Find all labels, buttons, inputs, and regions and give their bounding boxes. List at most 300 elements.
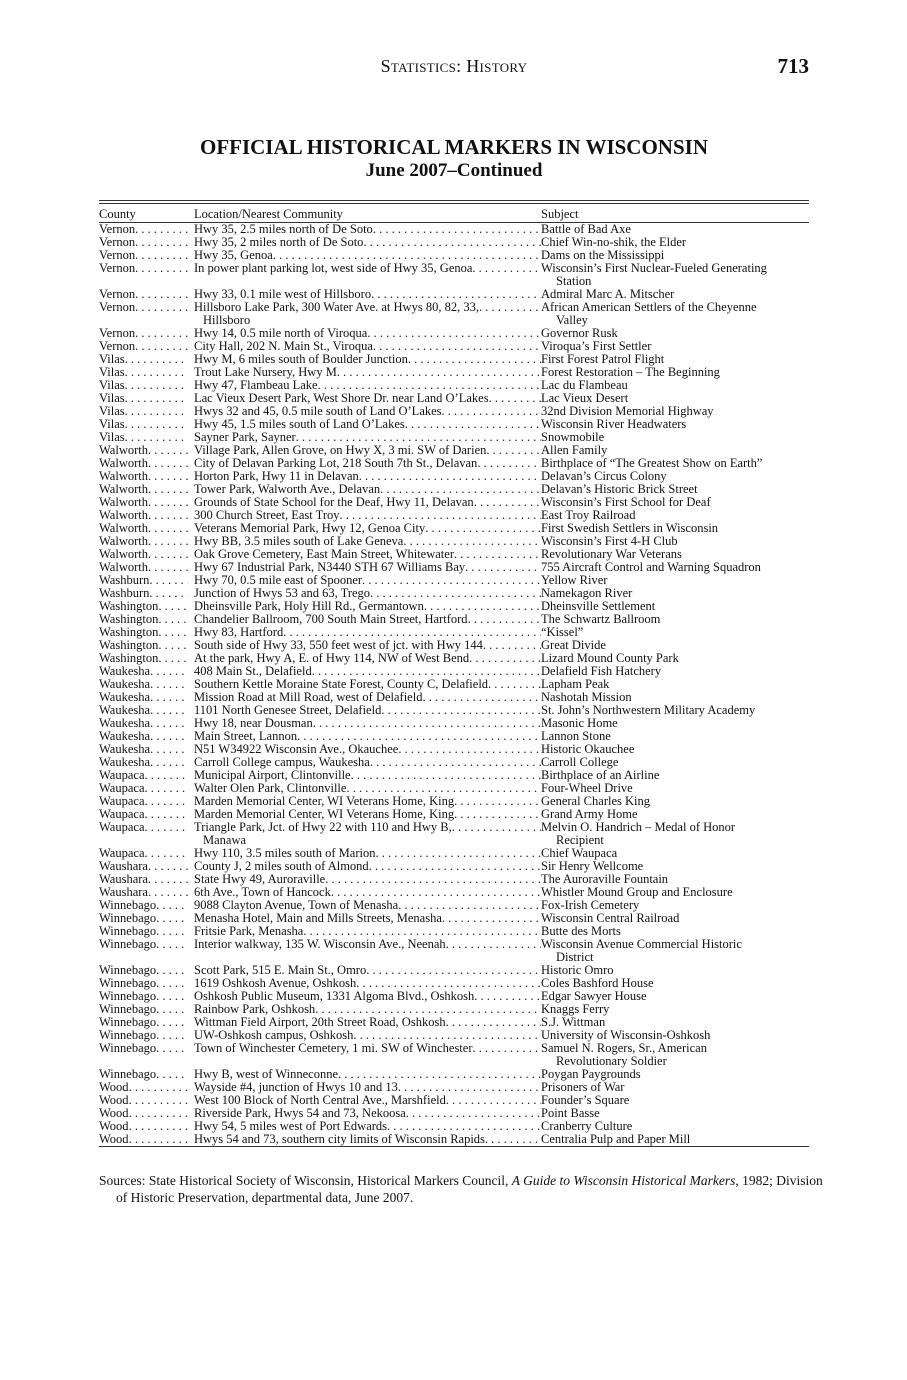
county-name: Winnebago: [99, 977, 157, 990]
location-cell: [194, 821, 541, 834]
location-text: Hillsboro Lake Park, 300 Water Ave. at Hwys 80, 82, 33,: [194, 301, 479, 314]
county-cell: [99, 756, 194, 769]
location-cell: [194, 1016, 541, 1029]
county-name: Walworth: [99, 535, 148, 548]
table-row: [99, 1068, 809, 1081]
subject-text: Poygan Paygrounds: [541, 1067, 641, 1081]
location-text: Municipal Airport, Clintonville: [194, 769, 351, 782]
location-cell: [194, 470, 541, 483]
table-row: [99, 1081, 809, 1094]
county-cell: [99, 730, 194, 743]
location-text: Scott Park, 515 E. Main St., Omro: [194, 964, 367, 977]
location-text: Horton Park, Hwy 11 in Delavan: [194, 470, 359, 483]
county-name: Vilas: [99, 379, 125, 392]
table-row: [99, 756, 809, 769]
location-cell: [194, 691, 541, 704]
county-cell: [99, 223, 194, 236]
table-row: [99, 912, 809, 925]
subject-text: Sir Henry Wellcome: [541, 859, 644, 873]
table-row: [99, 990, 809, 1003]
table-row: [99, 327, 809, 340]
location-cell: [194, 769, 541, 782]
county-cell: [99, 509, 194, 522]
county-cell: [99, 366, 194, 379]
column-header-subject: Subject: [541, 207, 579, 221]
county-cell: [99, 340, 194, 353]
county-cell: [99, 470, 194, 483]
table-row: [99, 795, 809, 808]
location-cell: [194, 600, 541, 613]
county-name: Winnebago: [99, 899, 157, 912]
location-text: Hwy 110, 3.5 miles south of Marion: [194, 847, 376, 860]
location-cell: [194, 834, 541, 847]
location-cell: [194, 860, 541, 873]
county-name: Waukesha: [99, 665, 151, 678]
table-row-continuation: [99, 951, 809, 964]
location-cell: [194, 925, 541, 938]
location-cell: [194, 756, 541, 769]
county-cell: [99, 379, 194, 392]
location-text: City of Delavan Parking Lot, 218 South 7th St., Delavan: [194, 457, 478, 470]
subject-text: Battle of Bad Axe: [541, 222, 631, 236]
county-name: Winnebago: [99, 1016, 157, 1029]
table-row: [99, 1107, 809, 1120]
county-cell: [99, 1120, 194, 1133]
subject-text: Coles Bashford House: [541, 976, 654, 990]
sources-note: [99, 1172, 828, 1206]
table-row: [99, 587, 809, 600]
subject-text: Wisconsin’s First 4-H Club: [541, 534, 678, 548]
county-cell: [99, 574, 194, 587]
location-text: Hwy 35, 2 miles north of De Soto: [194, 236, 364, 249]
location-text: Hwy B, west of Winneconne: [194, 1068, 339, 1081]
table-row: [99, 522, 809, 535]
county-name: Winnebago: [99, 925, 157, 938]
subject-text: Great Divide: [541, 638, 606, 652]
county-name: Waukesha: [99, 717, 151, 730]
subject-text: Masonic Home: [541, 716, 618, 730]
location-cell: [194, 1107, 541, 1120]
county-name: Wood: [99, 1133, 129, 1146]
location-text: Hillsboro: [203, 314, 251, 327]
table-row: [99, 977, 809, 990]
location-text: Tower Park, Walworth Ave., Delavan: [194, 483, 381, 496]
county-name: Vilas: [99, 353, 125, 366]
page-number: 713: [777, 54, 809, 78]
subject-text: Dheinsville Settlement: [541, 599, 656, 613]
subject-text: The Schwartz Ballroom: [541, 612, 661, 626]
county-name: Washington: [99, 639, 159, 652]
location-cell: [194, 847, 541, 860]
subject-text: Centralia Pulp and Paper Mill: [541, 1132, 691, 1146]
table-row-continuation: [99, 834, 809, 847]
county-name: Waukesha: [99, 678, 151, 691]
county-name: Vernon: [99, 340, 136, 353]
subject-text: S.J. Wittman: [541, 1015, 606, 1029]
column-header-county: County: [99, 207, 136, 221]
county-name: Wood: [99, 1120, 129, 1133]
location-text: Chandelier Ballroom, 700 South Main Street, Hartford: [194, 613, 468, 626]
county-cell: [99, 899, 194, 912]
county-name: Vernon: [99, 288, 136, 301]
location-text: Marden Memorial Center, WI Veterans Home, King: [194, 795, 455, 808]
table-row: [99, 1094, 809, 1107]
table-row: [99, 639, 809, 652]
county-cell: [99, 314, 194, 327]
county-name: Winnebago: [99, 1029, 157, 1042]
county-cell: [99, 444, 194, 457]
location-text: 300 Church Street, East Troy: [194, 509, 340, 522]
location-cell: [194, 1120, 541, 1133]
location-text: West 100 Block of North Central Ave., Marshfield: [194, 1094, 446, 1107]
location-cell: [194, 392, 541, 405]
table-row: [99, 626, 809, 639]
table-row: [99, 301, 809, 314]
county-name: Washington: [99, 613, 159, 626]
subject-text: Founder’s Square: [541, 1093, 630, 1107]
table-row: [99, 366, 809, 379]
location-cell: [194, 743, 541, 756]
location-cell: [194, 522, 541, 535]
table-title: OFFICIAL HISTORICAL MARKERS IN WISCONSIN: [199, 135, 708, 159]
subject-text: Wisconsin Avenue Commercial Historic: [541, 937, 742, 951]
county-cell: [99, 262, 194, 275]
location-text: Hwy 45, 1.5 miles south of Land O’Lakes: [194, 418, 405, 431]
county-cell: [99, 327, 194, 340]
subject-text: Lac du Flambeau: [541, 378, 628, 392]
table-row: [99, 704, 809, 717]
location-cell: [194, 782, 541, 795]
subject-text: Prisoners of War: [541, 1080, 625, 1094]
county-cell: [99, 457, 194, 470]
county-name: Winnebago: [99, 912, 157, 925]
county-cell: [99, 938, 194, 951]
table-row: [99, 418, 809, 431]
location-cell: [194, 327, 541, 340]
location-text: UW-Oshkosh campus, Oshkosh: [194, 1029, 354, 1042]
location-cell: [194, 587, 541, 600]
table-row: [99, 652, 809, 665]
subject-text: “Kissel”: [541, 625, 584, 639]
location-cell: [194, 1055, 541, 1068]
county-name: Vilas: [99, 431, 125, 444]
table-subtitle: June 2007–Continued: [365, 160, 543, 181]
county-cell: [99, 769, 194, 782]
county-cell: [99, 600, 194, 613]
county-cell: [99, 847, 194, 860]
county-name: Waukesha: [99, 730, 151, 743]
county-name: Walworth: [99, 548, 148, 561]
location-cell: [194, 795, 541, 808]
county-name: Vilas: [99, 392, 125, 405]
table-row: [99, 899, 809, 912]
subject-text: Revolutionary Soldier: [556, 1054, 667, 1068]
location-text: Hwy M, 6 miles south of Boulder Junction: [194, 353, 408, 366]
table-row-continuation: [99, 275, 809, 288]
county-name: Vernon: [99, 223, 136, 236]
county-cell: [99, 392, 194, 405]
county-cell: [99, 652, 194, 665]
location-text: Hwys 32 and 45, 0.5 mile south of Land O’Lakes: [194, 405, 442, 418]
table-row: [99, 457, 809, 470]
table-row: [99, 717, 809, 730]
location-cell: [194, 366, 541, 379]
county-name: Washburn: [99, 587, 150, 600]
table-row: [99, 1120, 809, 1133]
county-name: Winnebago: [99, 1042, 157, 1055]
subject-text: Lac Vieux Desert: [541, 391, 629, 405]
county-cell: [99, 925, 194, 938]
location-text: County J, 2 miles south of Almond: [194, 860, 369, 873]
location-cell: [194, 509, 541, 522]
location-text: Manawa: [203, 834, 247, 847]
county-cell: [99, 834, 194, 847]
location-cell: [194, 1094, 541, 1107]
table-row: [99, 379, 809, 392]
county-cell: [99, 691, 194, 704]
county-cell: [99, 418, 194, 431]
county-name: Vernon: [99, 236, 136, 249]
county-cell: [99, 535, 194, 548]
subject-text: Cranberry Culture: [541, 1119, 633, 1133]
subject-text: Wisconsin Central Railroad: [541, 911, 680, 925]
subject-text: The Auroraville Fountain: [541, 872, 669, 886]
location-text: Hwy 14, 0.5 mile north of Viroqua: [194, 327, 368, 340]
county-cell: [99, 613, 194, 626]
county-cell: [99, 496, 194, 509]
county-name: Waushara: [99, 860, 148, 873]
county-cell: [99, 912, 194, 925]
county-name: Waushara: [99, 886, 148, 899]
location-cell: [194, 262, 541, 275]
location-cell: [194, 301, 541, 314]
subject-text: Chief Win-no-shik, the Elder: [541, 235, 687, 249]
county-name: Waupaca: [99, 782, 145, 795]
running-head-title: Statistics: History: [380, 56, 528, 76]
table-row: [99, 769, 809, 782]
location-text: Hwy 54, 5 miles west of Port Edwards: [194, 1120, 388, 1133]
location-cell: [194, 1029, 541, 1042]
location-text: Main Street, Lannon: [194, 730, 298, 743]
location-text: Oak Grove Cemetery, East Main Street, Whitewater: [194, 548, 454, 561]
sources-title: A Guide to Wisconsin Historical Markers: [511, 1173, 736, 1188]
subject-text: Historic Okauchee: [541, 742, 635, 756]
location-text: Carroll College campus, Waukesha: [194, 756, 370, 769]
subject-text: Four-Wheel Drive: [541, 781, 633, 795]
county-cell: [99, 977, 194, 990]
location-cell: [194, 613, 541, 626]
location-cell: [194, 626, 541, 639]
table-row: [99, 1042, 809, 1055]
subject-text: Carroll College: [541, 755, 619, 769]
location-cell: [194, 652, 541, 665]
county-cell: [99, 548, 194, 561]
subject-text: Birthplace of “The Greatest Show on Earth”: [541, 456, 763, 470]
subject-text: Dams on the Mississippi: [541, 248, 665, 262]
subject-text: Wisconsin’s First Nuclear-Fueled Generating: [541, 261, 767, 275]
county-cell: [99, 886, 194, 899]
location-cell: [194, 899, 541, 912]
subject-text: General Charles King: [541, 794, 650, 808]
county-name: Waupaca: [99, 769, 145, 782]
county-name: Walworth: [99, 444, 148, 457]
county-cell: [99, 1068, 194, 1081]
county-cell: [99, 353, 194, 366]
location-cell: [194, 678, 541, 691]
location-text: Junction of Hwys 53 and 63, Trego: [194, 587, 371, 600]
location-text: In power plant parking lot, west side of Hwy 35, Genoa: [194, 262, 473, 275]
table-row: [99, 847, 809, 860]
location-text: Hwy 33, 0.1 mile west of Hillsboro: [194, 288, 372, 301]
county-cell: [99, 717, 194, 730]
location-cell: [194, 1133, 541, 1146]
county-name: Vernon: [99, 301, 136, 314]
county-name: Vernon: [99, 327, 136, 340]
county-cell: [99, 275, 194, 288]
location-cell: [194, 977, 541, 990]
table-row: [99, 860, 809, 873]
location-text: 9088 Clayton Avenue, Town of Menasha: [194, 899, 399, 912]
subject-text: Wisconsin’s First School for Deaf: [541, 495, 711, 509]
location-cell: [194, 873, 541, 886]
location-text: Rainbow Park, Oshkosh: [194, 1003, 316, 1016]
location-cell: [194, 665, 541, 678]
location-text: Town of Winchester Cemetery, 1 mi. SW of Winchester: [194, 1042, 473, 1055]
county-cell: [99, 249, 194, 262]
location-text: Dheinsville Park, Holy Hill Rd., Germantown: [194, 600, 424, 613]
subject-text: African American Settlers of the Cheyenne: [541, 300, 757, 314]
county-cell: [99, 860, 194, 873]
location-text: Interior walkway, 135 W. Wisconsin Ave., Neenah: [194, 938, 446, 951]
sources-prefix: Sources: State Historical Society of Wisconsin, Historical Markers Council,: [99, 1173, 512, 1188]
county-name: Waukesha: [99, 704, 151, 717]
location-cell: [194, 964, 541, 977]
subject-text: Knaggs Ferry: [541, 1002, 610, 1016]
subject-text: Forest Restoration – The Beginning: [541, 365, 720, 379]
location-cell: [194, 717, 541, 730]
county-cell: [99, 665, 194, 678]
location-text: Hwy 67 Industrial Park, N3440 STH 67 Williams Bay: [194, 561, 466, 574]
subject-text: St. John’s Northwestern Military Academy: [541, 703, 756, 717]
location-text: 6th Ave., Town of Hancock: [194, 886, 331, 899]
subject-text: First Forest Patrol Flight: [541, 352, 665, 366]
location-cell: [194, 405, 541, 418]
county-name: Waushara: [99, 873, 148, 886]
location-cell: [194, 574, 541, 587]
county-cell: [99, 301, 194, 314]
county-name: Winnebago: [99, 990, 157, 1003]
location-cell: [194, 444, 541, 457]
subject-text: Allen Family: [541, 443, 608, 457]
location-cell: [194, 938, 541, 951]
location-cell: [194, 1042, 541, 1055]
location-cell: [194, 639, 541, 652]
location-cell: [194, 548, 541, 561]
location-text: Oshkosh Public Museum, 1331 Algoma Blvd., Oshkosh: [194, 990, 475, 1003]
county-name: Walworth: [99, 522, 148, 535]
county-name: Wood: [99, 1094, 129, 1107]
county-name: Walworth: [99, 483, 148, 496]
subject-text: 32nd Division Memorial Highway: [541, 404, 714, 418]
table-row: [99, 561, 809, 574]
subject-text: Recipient: [556, 833, 604, 847]
county-cell: [99, 288, 194, 301]
subject-text: Station: [556, 274, 592, 288]
location-cell: [194, 314, 541, 327]
title-block: [99, 135, 809, 183]
subject-text: Wisconsin River Headwaters: [541, 417, 687, 431]
county-cell: [99, 964, 194, 977]
location-cell: [194, 561, 541, 574]
location-text: South side of Hwy 33, 550 feet west of jct. with Hwy 144: [194, 639, 483, 652]
location-text: Trout Lake Nursery, Hwy M: [194, 366, 337, 379]
location-cell: [194, 1081, 541, 1094]
county-name: Winnebago: [99, 1068, 157, 1081]
table-top-rule: [99, 200, 809, 204]
county-name: Walworth: [99, 561, 148, 574]
location-text: Lac Vieux Desert Park, West Shore Dr. near Land O’Lakes: [194, 392, 489, 405]
location-cell: [194, 951, 541, 964]
county-name: Walworth: [99, 509, 148, 522]
subject-text: Admiral Marc A. Mitscher: [541, 287, 675, 301]
table-row: [99, 496, 809, 509]
table-row: [99, 405, 809, 418]
sources-suffix: , 1982; Division of Historic Preservation, departmental data, June 2007.: [116, 1173, 823, 1205]
county-name: Vernon: [99, 249, 136, 262]
county-cell: [99, 704, 194, 717]
subject-text: District: [556, 950, 594, 964]
subject-text: Butte des Morts: [541, 924, 621, 938]
table-row-continuation: [99, 314, 809, 327]
location-text: Marden Memorial Center, WI Veterans Home, King: [194, 808, 455, 821]
county-name: Winnebago: [99, 1003, 157, 1016]
location-text: At the park, Hwy A, E. of Hwy 114, NW of West Bend: [194, 652, 470, 665]
location-cell: [194, 353, 541, 366]
subject-text: Delavan’s Circus Colony: [541, 469, 667, 483]
table-row: [99, 938, 809, 951]
location-text: Hwy 35, 2.5 miles north of De Soto: [194, 223, 373, 236]
county-cell: [99, 808, 194, 821]
location-text: State Hwy 49, Auroraville: [194, 873, 326, 886]
county-name: Walworth: [99, 470, 148, 483]
table-row: [99, 613, 809, 626]
location-text: Mission Road at Mill Road, west of Delafield: [194, 691, 423, 704]
location-text: N51 W34922 Wisconsin Ave., Okauchee: [194, 743, 399, 756]
county-cell: [99, 587, 194, 600]
county-cell: [99, 782, 194, 795]
county-cell: [99, 1042, 194, 1055]
location-text: Walter Olen Park, Clintonville: [194, 782, 347, 795]
county-name: Waupaca: [99, 847, 145, 860]
location-text: Triangle Park, Jct. of Hwy 22 with 110 and Hwy B,: [194, 821, 452, 834]
county-name: Waukesha: [99, 691, 151, 704]
county-name: Wood: [99, 1107, 129, 1120]
subject-text: East Troy Railroad: [541, 508, 636, 522]
table-body: [99, 223, 809, 1146]
table-row: [99, 821, 809, 834]
county-name: Washburn: [99, 574, 150, 587]
location-text: Village Park, Allen Grove, on Hwy X, 3 mi. SW of Darien: [194, 444, 487, 457]
location-cell: [194, 496, 541, 509]
location-cell: [194, 730, 541, 743]
county-cell: [99, 431, 194, 444]
table-row: [99, 340, 809, 353]
county-name: Winnebago: [99, 938, 157, 951]
table-bottom-rule: [99, 1146, 809, 1147]
location-text: Hwy 18, near Dousman: [194, 717, 313, 730]
county-cell: [99, 951, 194, 964]
table-row: [99, 236, 809, 249]
